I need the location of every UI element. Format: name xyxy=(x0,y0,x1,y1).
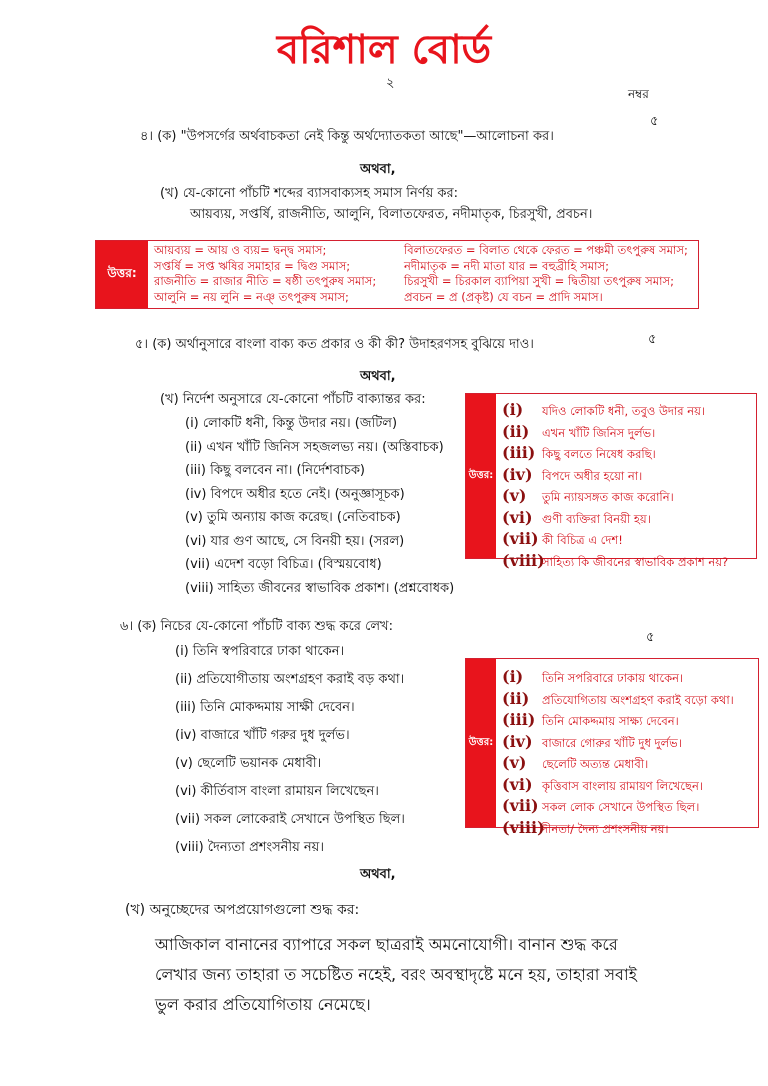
list-item: (iv) বাজারে খাঁটি গরুর দুধ দুর্লভ। xyxy=(175,728,350,743)
roman-numeral: (vi) xyxy=(502,507,533,527)
roman-numeral: (vii) xyxy=(502,796,539,815)
q6-marks: ৫ xyxy=(646,630,655,645)
answer-line xyxy=(502,400,728,422)
answer-line: রাজনীতি = রাজার নীতি = ষষ্ঠী তৎপুরুষ সমাস; xyxy=(154,274,377,288)
answer-label: উত্তর: xyxy=(466,659,496,827)
page-number: ২ xyxy=(386,76,395,91)
q6-answer-box xyxy=(465,658,759,837)
answer-line: চিরসুখী = চিরকাল ব্যাপিয়া সুখী = দ্বিতীয়া তৎপুরুষ সমাস; xyxy=(404,274,674,288)
roman-numeral: (iv) xyxy=(502,464,533,484)
answer-text: গুণী ব্যক্তিরা বিনয়ী হয়। xyxy=(542,511,651,526)
q5-ka: ৫। (ক) অর্থানুসারে বাংলা বাক্য কত প্রকার ও কী কী? উদাহরণসহ বুঝিয়ে দাও। xyxy=(135,337,534,352)
page-title: বরিশাল বোর্ড xyxy=(276,27,492,73)
q4-marks: ৫ xyxy=(650,114,659,129)
answer-line xyxy=(502,818,734,840)
answer-text: কৃত্তিবাস বাংলায় রামায়ণ লিখেছেন। xyxy=(542,778,703,793)
answer-text: তিনি সপরিবারে ঢাকায় থাকেন। xyxy=(542,671,684,685)
answer-text: বাজারে গোরুর খাঁটি দুধ দুর্লভ। xyxy=(542,735,682,750)
list-item: (viii) দৈন্যতা প্রশংসনীয় নয়। xyxy=(175,840,324,855)
answer-line: আলুনি = নয় লুনি = নঞ্ তৎপুরুষ সমাস; xyxy=(154,289,349,304)
roman-numeral: (ii) xyxy=(502,688,530,708)
answer-text: তিনি মোকদ্দমায় সাক্ষ্য দেবেন। xyxy=(542,714,679,728)
q4-answer-box xyxy=(95,240,699,309)
answer-text: প্রতিযোগিতায় অংশগ্রহণ করাই বড়ো কথা। xyxy=(542,692,734,707)
answer-line: নদীমাতৃক = নদী মাতা যার = বহুব্রীহি সমাস; xyxy=(404,258,609,273)
answer-line: আয়ব্যয় = আয় ও ব্যয়= দ্বন্দ্ব সমাস; xyxy=(154,243,327,257)
list-item: (v) তুমি অন্যায় কাজ করেছ। (নেতিবাচক) xyxy=(185,510,401,525)
list-item: (iii) তিনি মোকদ্দমায় সাক্ষী দেবেন। xyxy=(175,700,355,715)
q4-words: আয়ব্যয়, সপ্তর্ষি, রাজনীতি, আলুনি, বিলাতফেরত, নদীমাতৃক, চিরসুখী, প্রবচন। xyxy=(190,207,593,222)
list-item: (ii) প্রতিযোগীতায় অংশগ্রহণ করাই বড় কথা। xyxy=(175,672,405,687)
q4-or: অথবা, xyxy=(360,162,396,177)
list-item: (vii) সকল লোকেরাই সেখানে উপস্থিত ছিল। xyxy=(175,812,405,827)
answer-text: সাহিত্য কি জীবনের স্বাভাবিক প্রকাশ নয়? xyxy=(542,554,729,569)
roman-numeral: (i) xyxy=(502,400,524,419)
answer-label: উত্তর: xyxy=(96,241,148,308)
q6-kha: (খ) অনুচ্ছেদের অপপ্রয়োগগুলো শুদ্ধ কর: xyxy=(125,902,360,918)
marks-header: নম্বর xyxy=(628,87,649,101)
q6-ka: ৬। (ক) নিচের যে-কোনো পাঁচটি বাক্য শুদ্ধ করে লেখ: xyxy=(120,619,393,634)
list-item: (ii) এখন খাঁটি জিনিস সহজলভ্য নয়। (অস্তিবাচক) xyxy=(185,439,444,455)
answer-text: দীনতা/ দৈন্য প্রশংসনীয় নয়। xyxy=(542,821,669,836)
list-item: (i) লোকটি ধনী, কিন্তু উদার নয়। (জটিল) xyxy=(185,416,398,431)
q5-answer-box xyxy=(465,393,757,570)
roman-numeral: (i) xyxy=(502,667,524,686)
answer-line xyxy=(502,753,734,775)
list-item: (iii) কিছু বলবেন না। (নির্দেশবাচক) xyxy=(185,463,366,478)
answer-label: উত্তর: xyxy=(466,394,496,558)
q6-paragraph xyxy=(155,930,637,1020)
roman-numeral: (ii) xyxy=(502,421,530,441)
roman-numeral: (iii) xyxy=(502,710,536,729)
roman-numeral: (viii) xyxy=(502,550,545,570)
answer-line xyxy=(502,689,734,711)
roman-numeral: (iii) xyxy=(502,443,536,462)
q5-marks: ৫ xyxy=(648,332,657,347)
q4-ka: ৪। (ক) "উপসর্গের অর্থবাচকতা নেই কিন্তু অর্থদ্যোতকতা আছে"—আলোচনা কর। xyxy=(140,129,554,144)
answer-line xyxy=(502,796,734,818)
list-item: (vi) যার গুণ আছে, সে বিনয়ী হয়। (সরল) xyxy=(185,533,405,549)
answer-line xyxy=(502,486,728,508)
list-item: (viii) সাহিত্য জীবনের স্বাভাবিক প্রকাশ। (প্রশ্নবোধক) xyxy=(185,580,455,596)
answer-text: কী বিচিত্র এ দেশ! xyxy=(542,533,623,547)
answer-line xyxy=(502,508,728,530)
answer-line: বিলাতফেরত = বিলাত থেকে ফেরত = পঞ্চমী তৎপুরুষ সমাস; xyxy=(404,243,688,257)
answer-line xyxy=(502,710,734,732)
q5-kha: (খ) নির্দেশ অনুসারে যে-কোনো পাঁচটি বাক্যান্তর কর: xyxy=(160,392,426,407)
answer-text: বিপদে অধীর হয়ো না। xyxy=(542,468,643,483)
q5-or: অথবা, xyxy=(360,369,396,384)
list-item: (v) ছেলেটি ভয়ানক মেধাবী। xyxy=(175,756,322,771)
answer-line xyxy=(502,529,728,551)
answer-line xyxy=(502,775,734,797)
answer-line: প্রবচন = প্র (প্রকৃষ্ট) যে বচন = প্রাদি সমাস। xyxy=(404,289,603,304)
paragraph-line: ভুল করার প্রতিযোগিতায় নেমেছে। xyxy=(155,995,371,1014)
roman-numeral: (vi) xyxy=(502,774,533,794)
paragraph-line: আজিকাল বানানের ব্যাপারে সকল ছাত্ররাই অমনোযোগী। বানান শুদ্ধ করে xyxy=(155,935,618,954)
answer-text: তুমি ন্যায়সঙ্গত কাজ করোনি। xyxy=(542,490,674,504)
q4-kha: (খ) যে-কোনো পাঁচটি শব্দের ব্যাসবাক্যসহ সমাস নির্ণয় কর: xyxy=(160,186,458,201)
list-item: (vi) কীর্তিবাস বাংলা রামায়ন লিখেছেন। xyxy=(175,784,379,799)
answer-text: কিছু বলতে নিষেধ করছি। xyxy=(542,447,656,461)
answer-text: যদিও লোকটি ধনী, তবুও উদার নয়। xyxy=(542,404,706,418)
roman-numeral: (iv) xyxy=(502,731,533,751)
answer-line xyxy=(502,422,728,444)
q6-or: অথবা, xyxy=(360,867,396,882)
answer-line xyxy=(502,551,728,573)
roman-numeral: (v) xyxy=(502,753,527,772)
q5-items xyxy=(185,412,454,600)
answer-line xyxy=(502,667,734,689)
q6-items xyxy=(175,638,405,862)
answer-line xyxy=(502,443,728,465)
answer-text: এখন খাঁটি জিনিস দুর্লভ। xyxy=(542,425,656,440)
answer-line xyxy=(502,465,728,487)
roman-numeral: (viii) xyxy=(502,817,545,837)
answer-line: সপ্তর্ষি = সপ্ত ঋষির সমাহার = দ্বিগু সমাস; xyxy=(154,258,351,273)
answer-text: ছেলেটি অত্যন্ত মেধাবী। xyxy=(542,757,649,771)
roman-numeral: (v) xyxy=(502,486,527,505)
list-item: (iv) বিপদে অধীর হতে নেই। (অনুজ্ঞাসূচক) xyxy=(185,486,405,502)
list-item: (vii) এদেশ বড়ো বিচিত্র। (বিস্ময়বোধ) xyxy=(185,557,382,572)
paragraph-line: লেখার জন্য তাহারা ত সচেষ্টিত নহেই, বরং অবস্থাদৃষ্টে মনে হয়, তাহারা সবাই xyxy=(155,965,637,984)
answer-line xyxy=(502,732,734,754)
roman-numeral: (vii) xyxy=(502,529,539,548)
answer-text: সকল লোক সেখানে উপস্থিত ছিল। xyxy=(542,800,700,814)
list-item: (i) তিনি স্বপরিবারে ঢাকা থাকেন। xyxy=(175,644,345,659)
